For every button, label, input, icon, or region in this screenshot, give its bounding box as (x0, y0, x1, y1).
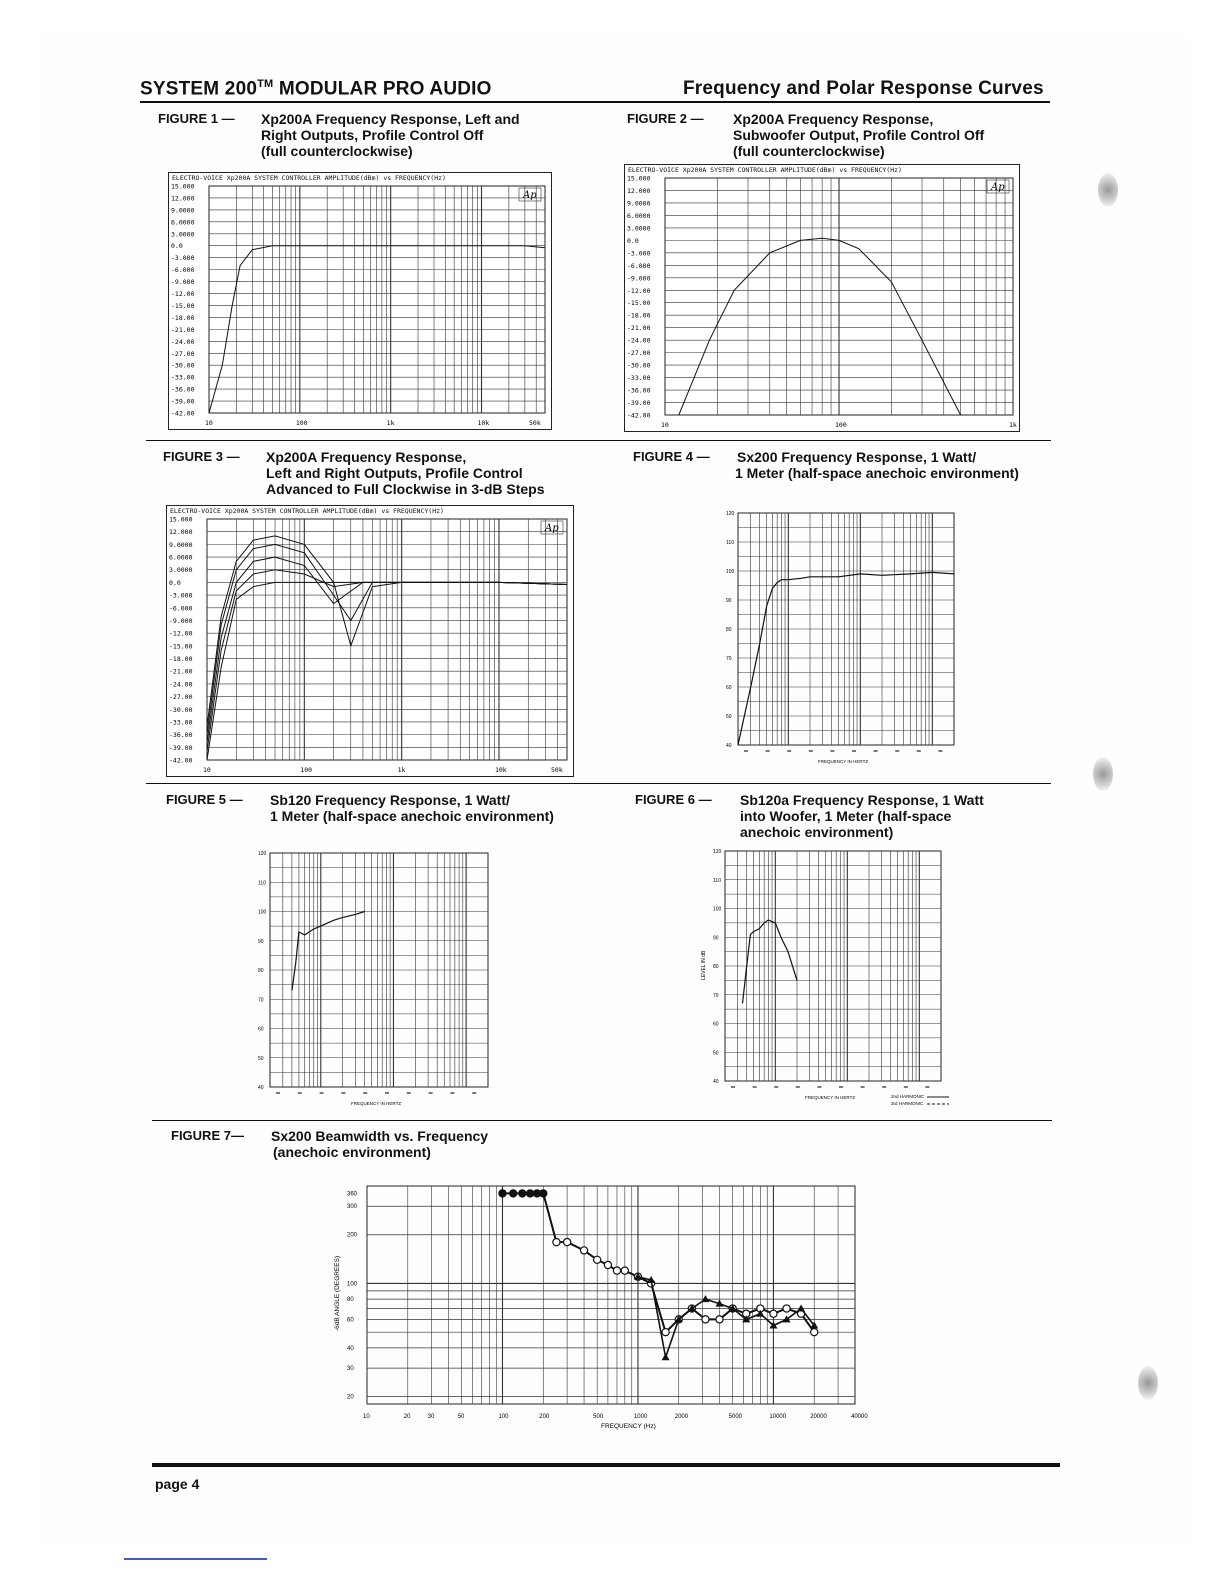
y-tick-label: -24.00 (169, 680, 193, 689)
y-tick-label: -9.000 (171, 278, 195, 287)
y-tick-label: -39.00 (169, 743, 193, 752)
y-tick-label: -33.00 (169, 718, 193, 727)
x-tick-label: 200 (539, 1414, 550, 1420)
horizontal-marker (702, 1316, 709, 1323)
horizontal-marker (621, 1267, 628, 1274)
y-tick-label: -12.00 (627, 286, 651, 295)
y-axis-label: LEVEL IN dB (701, 950, 707, 980)
y-tick-label: 9.0000 (169, 540, 193, 549)
y-tick-label: 120 (258, 851, 267, 857)
y-tick-label: 40 (726, 743, 732, 749)
data-series-Sub (679, 238, 961, 415)
data-series-Sb120 (292, 912, 365, 991)
y-tick-label: -24.00 (171, 337, 195, 346)
y-tick-label: -27.00 (627, 349, 651, 358)
y-tick-label: -15.00 (627, 299, 651, 308)
ap-logo: Ap (991, 182, 1005, 193)
figure-3-chart (166, 505, 574, 777)
figure-2-svg (625, 165, 1019, 431)
y-tick-label: 80 (347, 1297, 354, 1304)
y-tick-label: -36.00 (627, 386, 651, 395)
figure-3-svg (167, 506, 573, 776)
chart-title: ELECTRO-VOICE Xp200A SYSTEM CONTROLLER AMPLITUDE(dBm) vs FREQUENCY(Hz) (170, 507, 444, 515)
y-tick-label: 3.0000 (171, 230, 195, 239)
y-tick-label: -15.00 (169, 642, 193, 651)
y-tick-label: -18.00 (169, 655, 193, 664)
y-tick-label: -33.00 (171, 373, 195, 382)
plot-frame (367, 1186, 855, 1404)
header-title-left: SYSTEM 200™ MODULAR PRO AUDIO (140, 78, 492, 100)
y-tick-label: -3.000 (171, 254, 195, 263)
section-rule-3 (152, 1120, 1052, 1121)
x-tick-label: 20 (403, 1414, 411, 1420)
horizontal-marker (527, 1190, 534, 1197)
y-tick-label: -30.00 (171, 361, 195, 370)
x-tick-label: 100 (295, 419, 308, 427)
x-tick-label: 20000 (810, 1414, 827, 1420)
section-rule-2 (146, 783, 1051, 784)
data-series-Sx200 (738, 572, 954, 745)
x-tick-label: 2000 (674, 1414, 689, 1420)
y-tick-label: 80 (713, 964, 719, 970)
x-axis-label: FREQUENCY (Hz) (601, 1423, 656, 1430)
y-tick-label: -27.00 (169, 693, 193, 702)
x-tick-label: 30 (427, 1414, 435, 1420)
y-tick-label: 40 (713, 1079, 719, 1085)
x-tick-label: 500 (593, 1414, 604, 1420)
y-tick-label: 100 (347, 1281, 358, 1288)
y-tick-label: 60 (347, 1317, 354, 1324)
y-tick-label: 12.000 (171, 194, 195, 203)
data-series-vertical (638, 1277, 814, 1358)
y-tick-label: -21.00 (169, 667, 193, 676)
y-tick-label: -36.00 (171, 385, 195, 394)
y-tick-label: -27.00 (171, 349, 195, 358)
y-tick-label: -9.000 (627, 274, 651, 283)
y-tick-label: 60 (726, 685, 732, 691)
y-tick-label: 20 (347, 1394, 354, 1401)
figure-1-svg (169, 173, 551, 429)
y-tick-label: -12.00 (171, 290, 195, 299)
y-tick-label: 110 (258, 880, 266, 887)
ap-logo: Ap (523, 190, 537, 201)
y-tick-label: 120 (726, 511, 735, 517)
y-tick-label: -18.00 (171, 313, 195, 322)
y-tick-label: -6.000 (627, 261, 651, 270)
y-tick-label: -15.00 (171, 301, 195, 310)
x-tick-label: 10 (661, 421, 669, 429)
horizontal-marker (662, 1329, 669, 1336)
y-tick-label: 50 (726, 714, 732, 720)
ap-logo: Ap (545, 523, 559, 534)
figure-1-chart (168, 172, 552, 430)
blue-scan-mark (124, 1558, 267, 1560)
y-tick-label: 90 (726, 598, 732, 604)
chart-title: ELECTRO-VOICE Xp200A SYSTEM CONTROLLER AMPLITUDE(dBm) vs FREQUENCY(Hz) (172, 174, 446, 182)
y-tick-label: -33.00 (627, 374, 651, 383)
y-tick-label: 12.000 (169, 528, 193, 537)
y-tick-label: -3.000 (627, 249, 651, 258)
x-tick-label: 100 (835, 421, 847, 429)
horizontal-marker (540, 1190, 547, 1197)
section-rule-1 (146, 440, 1051, 441)
y-tick-label: 50 (713, 1050, 719, 1057)
y-tick-label: -42.00 (169, 756, 193, 765)
header-rule (140, 101, 1050, 103)
y-tick-label: 120 (713, 849, 722, 855)
y-tick-label: 6.0000 (169, 553, 193, 562)
footer-rule (152, 1463, 1060, 1467)
y-tick-label: 70 (713, 992, 719, 999)
horizontal-marker (770, 1310, 777, 1317)
y-tick-label: -3.000 (169, 591, 193, 600)
y-tick-label: -18.00 (627, 311, 651, 320)
binder-hole-1 (1098, 173, 1118, 207)
y-tick-label: 40 (258, 1085, 264, 1091)
y-tick-label: 0.0 (627, 236, 639, 245)
horizontal-marker (613, 1267, 620, 1274)
y-tick-label: -42.00 (171, 409, 195, 418)
x-tick-label: 100 (300, 766, 313, 774)
figure-6-chart (695, 845, 995, 1115)
y-tick-label: -24.00 (627, 336, 651, 345)
x-tick-label: 10k (477, 419, 490, 427)
horizontal-marker (783, 1305, 790, 1312)
y-tick-label: -30.00 (169, 705, 193, 714)
x-tick-label: 10k (494, 766, 507, 774)
y-axis-label: -6dB ANGLE (DEGREES) (334, 1255, 341, 1331)
header-title-right: Frequency and Polar Response Curves (683, 78, 1044, 99)
x-tick-label: 1k (397, 766, 406, 774)
y-tick-label: 15.000 (169, 515, 193, 524)
y-tick-label: 15.000 (627, 174, 651, 183)
plot-frame (207, 519, 567, 760)
y-tick-label: 60 (258, 1026, 264, 1033)
y-tick-label: 30 (347, 1366, 354, 1373)
x-tick-label: 10 (363, 1414, 370, 1420)
y-tick-label: -12.00 (169, 629, 193, 638)
y-tick-label: 9.0000 (627, 199, 651, 208)
y-tick-label: 15.000 (171, 182, 195, 191)
y-tick-label: 0.0 (169, 578, 181, 587)
x-tick-label: 10 (205, 419, 213, 427)
y-tick-label: 70 (258, 997, 264, 1004)
x-axis-label: FREQUENCY IN HERTZ (818, 759, 869, 764)
y-tick-label: 80 (726, 627, 732, 633)
y-tick-label: 12.000 (627, 186, 651, 195)
vertical-marker (662, 1353, 670, 1360)
y-tick-label: -36.00 (169, 731, 193, 740)
x-tick-label: 40000 (851, 1414, 868, 1420)
y-tick-label: 60 (713, 1021, 719, 1028)
y-tick-label: -42.00 (627, 411, 651, 420)
horizontal-marker (519, 1190, 526, 1197)
x-tick-label: 5000 (728, 1414, 743, 1420)
y-tick-label: 0.0 (171, 242, 183, 251)
y-tick-label: -21.00 (171, 325, 195, 334)
horizontal-marker (499, 1190, 506, 1197)
x-tick-label: 1k (386, 419, 395, 427)
y-tick-label: -21.00 (627, 324, 651, 333)
x-tick-label: 10000 (769, 1414, 787, 1420)
data-series-step4 (207, 536, 567, 726)
y-tick-label: 100 (713, 906, 722, 913)
y-tick-label: 70 (726, 656, 732, 662)
y-tick-label: 80 (258, 968, 264, 974)
x-tick-label: 10 (203, 766, 211, 774)
y-tick-label: -30.00 (627, 361, 651, 370)
y-tick-label: 90 (258, 938, 264, 945)
y-tick-label: 3.0000 (169, 566, 193, 575)
page-number: page 4 (155, 1476, 200, 1492)
y-tick-label: 3.0000 (627, 224, 651, 233)
x-tick-label: 50 (457, 1414, 465, 1420)
x-axis-label: FREQUENCY IN HERTZ (351, 1101, 402, 1106)
x-tick-label: 100 (498, 1414, 509, 1420)
y-tick-label: 90 (713, 935, 719, 942)
x-tick-label: 50k (529, 419, 541, 427)
horizontal-marker (811, 1329, 818, 1336)
x-axis-label: FREQUENCY IN HERTZ (805, 1095, 856, 1100)
horizontal-marker (553, 1239, 560, 1246)
y-tick-label: 100 (258, 909, 267, 916)
legend-3rd-harmonic: 3rd HARMONIC (891, 1101, 924, 1106)
horizontal-marker (594, 1256, 601, 1263)
figure-5-chart (245, 847, 515, 1112)
y-tick-label: -6.000 (171, 266, 195, 275)
plot-frame (209, 186, 545, 413)
y-tick-label: -39.00 (171, 397, 195, 406)
y-tick-label: -39.00 (627, 399, 651, 408)
legend-2nd-harmonic: 2nd HARMONIC (891, 1094, 925, 1099)
binder-hole-3 (1138, 1366, 1158, 1400)
y-tick-label: 100 (726, 569, 735, 575)
y-tick-label: -6.000 (169, 604, 193, 613)
vertical-marker (797, 1305, 805, 1312)
y-tick-label: 110 (713, 877, 721, 884)
y-tick-label: 110 (726, 540, 734, 546)
figure-4-chart (710, 505, 980, 770)
figure-7-chart (320, 1170, 880, 1430)
horizontal-marker (580, 1247, 587, 1254)
x-tick-label: 1000 (633, 1414, 648, 1420)
y-tick-label: 6.0000 (171, 218, 195, 227)
y-tick-label: 40 (347, 1345, 354, 1352)
y-tick-label: -9.000 (169, 616, 193, 625)
x-tick-label: 50k (551, 766, 563, 774)
horizontal-marker (510, 1190, 517, 1197)
y-tick-label: 9.0000 (171, 206, 195, 215)
data-series-step1 (207, 570, 567, 752)
y-tick-label: 200 (347, 1232, 358, 1239)
chart-title: ELECTRO-VOICE Xp200A SYSTEM CONTROLLER AMPLITUDE(dBm) vs FREQUENCY(Hz) (628, 166, 902, 174)
y-tick-label: 6.0000 (627, 211, 651, 220)
horizontal-marker (604, 1261, 611, 1268)
x-tick-label: 1k (1009, 421, 1017, 429)
y-tick-label: 300 (347, 1204, 358, 1211)
data-series-Sb120a (743, 920, 798, 1003)
y-tick-label: 360 (347, 1191, 358, 1198)
binder-hole-2 (1093, 757, 1113, 791)
horizontal-marker (716, 1316, 723, 1323)
horizontal-marker (564, 1239, 571, 1246)
y-tick-label: 50 (258, 1055, 264, 1062)
figure-2-chart (624, 164, 1020, 432)
